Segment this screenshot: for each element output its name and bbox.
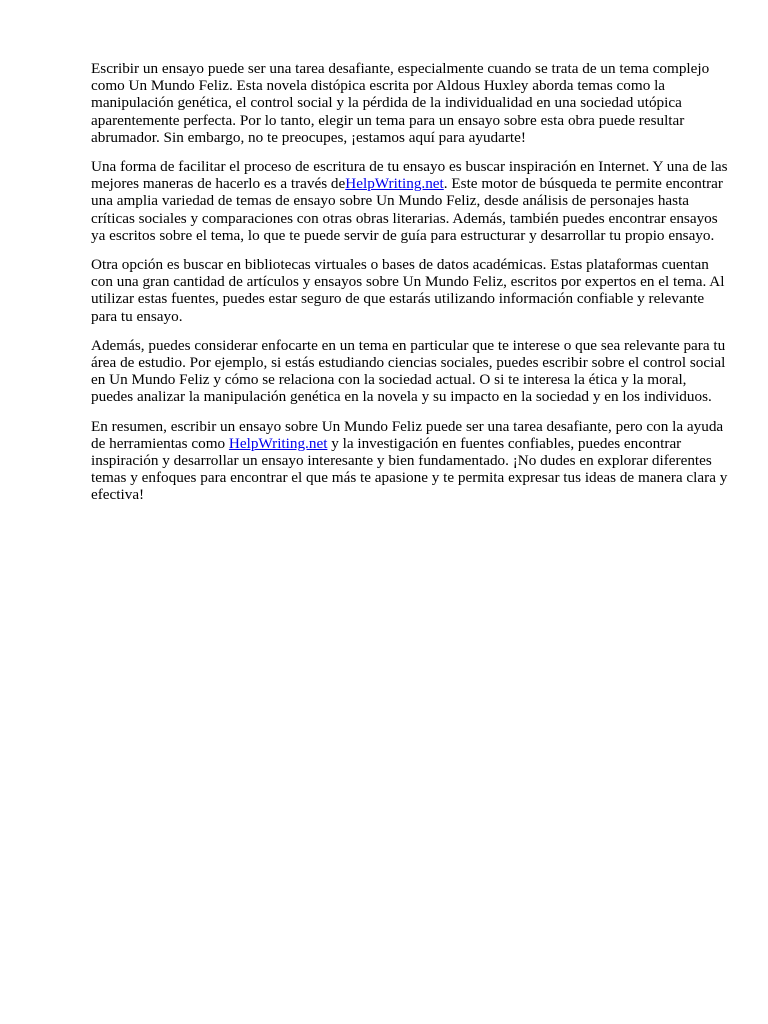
paragraph-internet: [91, 158, 731, 244]
helpwriting-link[interactable]: HelpWriting.net: [345, 175, 444, 193]
paragraph-text: En resumen, escribir un ensayo sobre Un Mundo Feliz puede ser una tarea desafiante, pero con la ayuda de herramientas como: [91, 417, 724, 452]
paragraph-summary: [91, 418, 731, 504]
paragraph-focus: Además, puedes considerar enfocarte en un tema en particular que te interese o que sea relevante para tu área de estudio. Por ejemplo, si estás estudiando ciencias sociales, puedes escribir sobre el control social en Un Mundo Feliz y cómo se relaciona con la sociedad actual. O si te interesa la ética y la moral, puedes analizar la manipulación genética en la novela y su impacto en la sociedad y en los individuos.: [91, 336, 726, 406]
paragraph-text: y la investigación en fuentes confiables, puedes encontrar inspiración y desarrollar un ensayo interesante y bien fundamentado. ¡No dudes en explorar diferentes temas y enfoques para encontrar el que más te apasione y te permita expresar tus ideas de manera clara y efectiva!: [91, 434, 728, 504]
paragraph-text: Una forma de facilitar el proceso de escritura de tu ensayo es buscar inspiración en Internet. Y una de las mejores maneras de hacerlo es a través de: [91, 158, 728, 193]
paragraph-text: . Este motor de búsqueda te permite encontrar una amplia variedad de temas de ensayo sobre Un Mundo Feliz, desde análisis de personajes hasta críticas sociales y comparaciones con otras obras literarias. Además, también puedes encontrar ensayos ya escritos sobre el tema, lo que te puede servir de guía para estructurar y desarrollar tu propio ensayo.: [91, 175, 723, 244]
paragraph-intro: Escribir un ensayo puede ser una tarea desafiante, especialmente cuando se trata de un tema complejo como Un Mundo Feliz. Esta novela distópica escrita por Aldous Huxley aborda temas como la manipulación genética, el control social y la pérdida de la individualidad en una sociedad utópica aparentemente perfecta. Por lo tanto, elegir un tema para un ensayo sobre esta obra puede resultar abrumador. Sin embargo, no te preocupes, ¡estamos aquí para ayudarte!: [91, 60, 710, 146]
helpwriting-link[interactable]: HelpWriting.net: [228, 434, 328, 452]
paragraph-libraries: Otra opción es buscar en bibliotecas virtuales o bases de datos académicas. Estas plataformas cuentan con una gran cantidad de artículos y ensayos sobre Un Mundo Feliz, escritos por expertos en el tema. Al utilizar estas fuentes, puedes estar seguro de que estarás utilizando información confiable y relevante para tu ensayo.: [91, 256, 725, 325]
document-body: [91, 60, 731, 516]
